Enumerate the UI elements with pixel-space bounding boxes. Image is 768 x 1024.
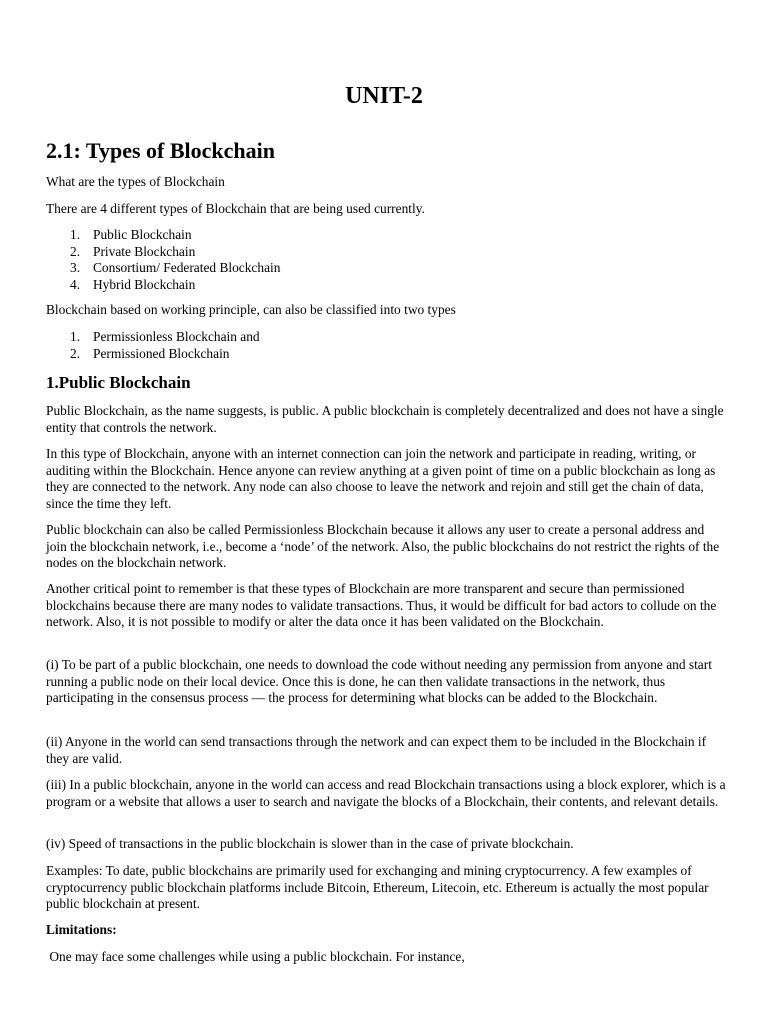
- list-number: 1.: [70, 329, 81, 344]
- list-text: Consortium/ Federated Blockchain: [93, 260, 281, 276]
- limitations-heading: Limitations:: [46, 922, 117, 937]
- list-item: [46, 346, 726, 363]
- list-number: 3.: [70, 260, 81, 276]
- section-title: 2.1: Types of Blockchain: [46, 138, 275, 163]
- list-item: [46, 244, 726, 261]
- paragraph: Examples: To date, public blockchains are primarily used for exchanging and mining cryptocurrency. A few examples of cryptocurrency public blockchain platforms include Bitcoin, Ethereum, Litecoin, etc. Ethereum is actually the most popular public blockchain at present.: [46, 863, 709, 912]
- unit-title: UNIT-2: [345, 83, 423, 109]
- list-text: Permissionless Blockchain and: [93, 329, 260, 344]
- list-item: [46, 227, 726, 244]
- public-blockchain-heading: 1.Public Blockchain: [46, 373, 191, 392]
- list-item: [46, 260, 726, 277]
- paragraph: (ii) Anyone in the world can send transactions through the network and can expect them to be included in the Blockchain if they are valid.: [46, 734, 707, 766]
- principle-list: [46, 329, 726, 362]
- intro-count: There are 4 different types of Blockchain that are being used currently.: [46, 201, 425, 216]
- list-item: [46, 277, 726, 294]
- list-item: [46, 329, 726, 346]
- list-text: Permissioned Blockchain: [93, 345, 230, 361]
- paragraph: Another critical point to remember is that these types of Blockchain are more transparent and secure than permissioned blockchains because there are many nodes to validate transactions. Thus, it would be difficult for bad actors to collude on the network. Also, it is not possible to modify or alter the data once it has been validated on the Blockchain.: [46, 581, 717, 630]
- list-number: 4.: [70, 276, 81, 292]
- intro-question: What are the types of Blockchain: [46, 174, 225, 189]
- list-number: 2.: [70, 345, 81, 361]
- paragraph: In this type of Blockchain, anyone with an internet connection can join the network and participate in reading, writing, or auditing within the Blockchain. Hence anyone can review anything at a given point of time on a public blockchain as long as they are connected to the network. Any node can also choose to leave the network and rejoin and still get the chain of data, since the time they left.: [46, 446, 716, 511]
- list-text: Hybrid Blockchain: [93, 276, 196, 292]
- list-text: Private Blockchain: [93, 243, 196, 259]
- types-list: [46, 227, 726, 293]
- principle-intro: Blockchain based on working principle, can also be classified into two types: [46, 302, 456, 317]
- limitations-intro: One may face some challenges while using a public blockchain. For instance,: [46, 949, 465, 964]
- paragraph: (i) To be part of a public blockchain, one needs to download the code without needing any permission from anyone and start running a public node on their local device. Once this is done, he can then validate transactions in the network, thus participating in the consensus process — the process for determining what blocks can be added to the Blockchain.: [46, 657, 712, 706]
- paragraph: (iv) Speed of transactions in the public blockchain is slower than in the case of private blockchain.: [46, 836, 574, 851]
- list-number: 2.: [70, 243, 81, 259]
- list-text: Public Blockchain: [93, 227, 192, 242]
- paragraph: (iii) In a public blockchain, anyone in the world can access and read Blockchain transactions using a block explorer, which is a program or a website that allows a user to search and navigate the blocks of a Blockchain, their contents, and relevant details.: [46, 777, 726, 809]
- list-number: 1.: [70, 227, 81, 242]
- paragraph: Public blockchain can also be called Permissionless Blockchain because it allows any user to create a personal address and join the blockchain network, i.e., become a ‘node’ of the network. Also, the public blockchains do not restrict the rights of the nodes on the blockchain network.: [46, 522, 720, 571]
- paragraph: Public Blockchain, as the name suggests, is public. A public blockchain is completely decentralized and does not have a single entity that controls the network.: [46, 403, 724, 435]
